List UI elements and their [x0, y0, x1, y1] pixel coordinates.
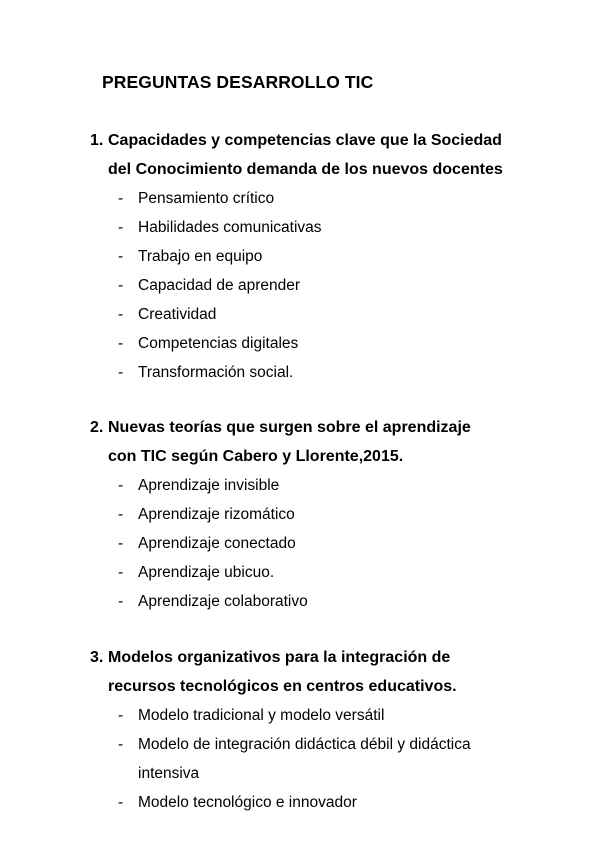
list-item-text: Modelo de integración didáctica débil y didáctica intensiva [138, 736, 471, 782]
list-item-text: Creatividad [138, 306, 217, 323]
dash-bullet: - [118, 794, 124, 811]
section-number: 1. [90, 132, 104, 149]
dash-bullet: - [118, 707, 124, 724]
dash-bullet: - [118, 277, 124, 294]
heading-line: con TIC según Cabero y Llorente,2015. [108, 448, 404, 465]
list-item-text: Capacidad de aprender [138, 277, 301, 294]
section-2 [90, 413, 530, 616]
dash-bullet: - [118, 335, 124, 352]
section-heading [90, 643, 530, 701]
list-item-text: Aprendizaje ubicuo. [138, 564, 275, 581]
dash-bullet: - [118, 477, 124, 494]
dash-bullet: - [118, 306, 124, 323]
heading-line: Capacidades y competencias clave que la Sociedad [108, 132, 502, 149]
list-item-text: Aprendizaje colaborativo [138, 593, 308, 610]
heading-line: recursos tecnológicos en centros educativos. [108, 678, 457, 695]
list-item-text: Aprendizaje conectado [138, 535, 296, 552]
list-item [90, 701, 530, 730]
list-item-text: Modelo tecnológico e innovador [138, 794, 357, 811]
list-item [90, 471, 530, 500]
section-number: 3. [90, 649, 104, 666]
list-item [90, 358, 530, 387]
list-item-text: Transformación social. [138, 364, 294, 381]
list-item [90, 529, 530, 558]
list-item [90, 271, 530, 300]
document-title: PREGUNTAS DESARROLLO TIC [102, 72, 374, 92]
list-item-text: Competencias digitales [138, 335, 299, 352]
list-item-text: Aprendizaje rizomático [138, 506, 295, 523]
dash-bullet: - [118, 564, 124, 581]
dash-bullet: - [118, 593, 124, 610]
list-item-text: Modelo tradicional y modelo versátil [138, 707, 385, 724]
dash-bullet: - [118, 506, 124, 523]
heading-line: Nuevas teorías que surgen sobre el aprendizaje [108, 419, 471, 436]
list-item [90, 300, 530, 329]
section-heading [90, 413, 530, 471]
list-item [90, 329, 530, 358]
list-item [90, 184, 530, 213]
list-item [90, 242, 530, 271]
list-item [90, 788, 530, 817]
list-item-text: Pensamiento crítico [138, 190, 275, 207]
section-1 [90, 126, 530, 387]
heading-line: del Conocimiento demanda de los nuevos docentes [108, 161, 503, 178]
bullet-list [90, 184, 530, 387]
list-item [90, 558, 530, 587]
list-item [90, 213, 530, 242]
section-number: 2. [90, 419, 104, 436]
section-3 [90, 643, 530, 817]
dash-bullet: - [118, 364, 124, 381]
dash-bullet: - [118, 219, 124, 236]
list-item [90, 587, 530, 616]
dash-bullet: - [118, 736, 124, 753]
bullet-list [90, 701, 530, 817]
list-item [90, 500, 530, 529]
heading-line: Modelos organizativos para la integración de [108, 649, 451, 666]
dash-bullet: - [118, 248, 124, 265]
list-item-text: Aprendizaje invisible [138, 477, 280, 494]
bullet-list [90, 471, 530, 616]
dash-bullet: - [118, 190, 124, 207]
list-item-text: Habilidades comunicativas [138, 219, 322, 236]
dash-bullet: - [118, 535, 124, 552]
list-item-text: Trabajo en equipo [138, 248, 263, 265]
list-item [90, 730, 530, 788]
section-heading [90, 126, 530, 184]
